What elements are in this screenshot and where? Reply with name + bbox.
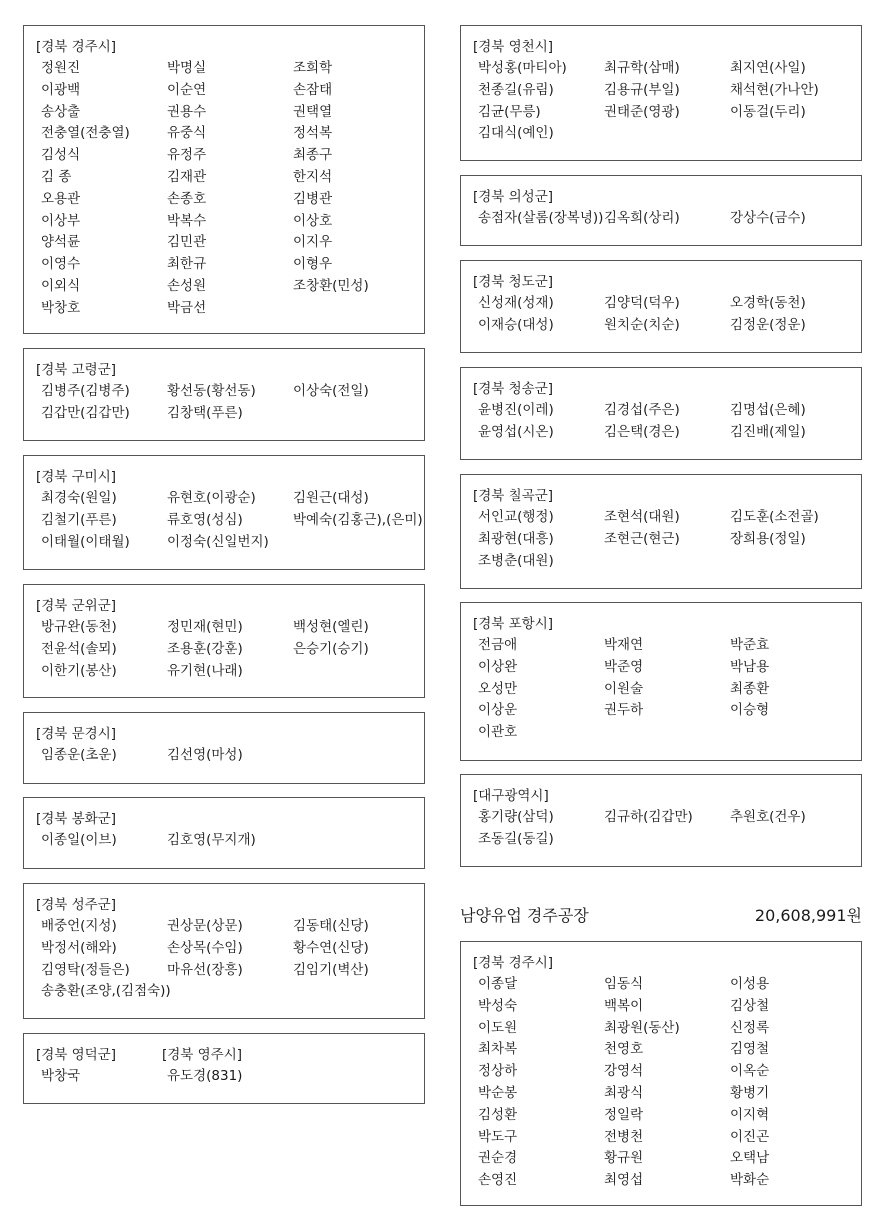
name-entry: 이성용 xyxy=(730,976,770,992)
name-entry: 윤병진(이레) xyxy=(478,402,554,418)
name-entry: 황선동(황선동) xyxy=(167,383,256,399)
name-entry: 최광현(대흥) xyxy=(478,530,554,547)
name-entry: 김진배(제일) xyxy=(730,423,806,440)
region-box xyxy=(23,712,425,784)
region-title: [경북 의성군] xyxy=(473,189,554,205)
region-box xyxy=(23,797,425,869)
name-entry: 이상완 xyxy=(478,658,518,675)
region-box xyxy=(23,455,425,570)
name-entry: 김옥희(상리) xyxy=(604,210,680,226)
name-entry: 박창호 xyxy=(41,299,81,316)
name-entry: 박남용 xyxy=(730,658,770,675)
name-entry: 김민관 xyxy=(167,234,207,251)
region-title: [경북 경주시] xyxy=(36,39,117,55)
name-entry: 이순연 xyxy=(167,81,207,98)
name-entry: 김도훈(소전골) xyxy=(730,509,819,525)
region-box xyxy=(460,774,862,867)
region-box xyxy=(460,941,862,1206)
name-entry: 김갑만(김갑만) xyxy=(41,404,130,421)
name-entry: 손종호 xyxy=(167,190,207,207)
region-box xyxy=(23,1033,425,1104)
name-entry: 손성원 xyxy=(167,277,207,294)
name-entry: 정일락 xyxy=(604,1106,644,1123)
name-entry: 권용수 xyxy=(167,103,207,120)
name-entry: 유현호(이광순) xyxy=(167,490,256,506)
name-entry: 은승기(승기) xyxy=(293,640,369,657)
name-grid xyxy=(473,400,849,444)
name-entry: 손잠태 xyxy=(293,81,333,98)
name-entry: 조병춘(대원) xyxy=(478,552,554,569)
name-entry: 권순경 xyxy=(478,1150,518,1167)
name-entry: 조용훈(강훈) xyxy=(167,640,243,657)
name-entry: 이상운 xyxy=(478,702,518,719)
name-entry: 이상숙(전일) xyxy=(293,383,369,399)
name-entry: 김경섭(주은) xyxy=(604,402,680,418)
name-entry: 이옥순 xyxy=(730,1063,770,1080)
name-entry: 정민재(현민) xyxy=(167,619,243,635)
region-box xyxy=(23,348,425,441)
name-entry: 김 종 xyxy=(41,168,72,185)
name-entry: 김창택(푸른) xyxy=(167,404,243,421)
region-box xyxy=(23,25,425,334)
region-title: [경북 경주시] xyxy=(473,955,554,971)
name-entry: 김재관 xyxy=(167,168,207,185)
name-entry: 김병관 xyxy=(293,190,333,207)
name-entry: 최차복 xyxy=(478,1041,518,1058)
name-entry: 이상부 xyxy=(41,212,81,229)
region-title: [경북 청송군] xyxy=(473,381,554,397)
name-entry: 신정록 xyxy=(730,1019,770,1036)
name-entry: 오용관 xyxy=(41,190,81,207)
name-entry: 양석륜 xyxy=(41,234,81,251)
name-grid xyxy=(36,745,412,767)
name-entry: 송충환(조양,(김점숙)) xyxy=(41,983,171,1000)
name-entry: 추원호(건우) xyxy=(730,809,806,825)
name-entry: 이승형 xyxy=(730,702,770,719)
name-entry: 김원근(대성) xyxy=(293,490,369,506)
name-entry: 박도구 xyxy=(478,1128,518,1145)
name-entry: 이지혁 xyxy=(730,1106,770,1123)
region-title: [경북 청도군] xyxy=(473,274,554,290)
name-entry: 유도경(831) xyxy=(167,1068,243,1084)
name-entry: 김규하(김갑만) xyxy=(604,809,693,825)
name-entry: 김대식(예인) xyxy=(478,125,554,142)
name-grid xyxy=(36,381,412,425)
name-entry: 김명섭(은혜) xyxy=(730,402,806,418)
name-entry: 박준효 xyxy=(730,637,770,653)
name-entry: 최지연(사일) xyxy=(730,60,806,76)
name-entry: 송점자(살롬(장복녕)) xyxy=(478,210,604,226)
name-entry: 정원진 xyxy=(41,60,81,76)
name-entry: 전윤석(솔뫼) xyxy=(41,640,117,657)
name-entry: 최종환 xyxy=(730,680,770,697)
name-entry: 이외식 xyxy=(41,277,81,294)
name-entry: 이지우 xyxy=(293,234,333,251)
region-title: [경북 문경시] xyxy=(36,726,117,742)
name-entry: 이영수 xyxy=(41,256,81,273)
name-entry: 김호영(무지개) xyxy=(167,832,256,848)
name-entry: 조현석(대원) xyxy=(604,509,680,525)
region-box xyxy=(460,175,862,246)
name-entry: 박창국 xyxy=(41,1068,81,1084)
name-entry: 오경학(동천) xyxy=(730,295,806,311)
name-entry: 조현근(현근) xyxy=(604,530,680,547)
region-title-pair xyxy=(36,1044,412,1066)
name-entry: 백성현(엘린) xyxy=(293,619,369,635)
name-entry: 최경숙(원일) xyxy=(41,490,117,506)
region-box xyxy=(460,602,862,761)
region-title: [경북 군위군] xyxy=(36,598,117,614)
region-title: [경북 칠곡군] xyxy=(473,488,554,504)
name-entry: 최영섭 xyxy=(604,1172,644,1189)
region-title: [경북 포항시] xyxy=(473,616,554,632)
name-entry: 송상출 xyxy=(41,103,81,120)
name-entry: 이재승(대성) xyxy=(478,316,554,333)
region-box xyxy=(23,883,425,1019)
name-entry: 이태월(이태월) xyxy=(41,533,130,550)
name-entry: 김균(무릉) xyxy=(478,103,541,120)
name-entry: 이한기(봉산) xyxy=(41,662,117,679)
name-grid xyxy=(473,293,849,337)
name-entry: 방규완(동천) xyxy=(41,619,117,635)
name-entry: 최규학(삼매) xyxy=(604,60,680,76)
name-entry: 박성홍(마티아) xyxy=(478,60,567,76)
region-title: [경북 영주시] xyxy=(162,1047,243,1063)
name-grid xyxy=(473,807,849,851)
name-grid xyxy=(473,635,849,744)
name-entry: 천종길(유림) xyxy=(478,81,554,98)
name-grid xyxy=(473,974,849,1192)
name-entry: 이상호 xyxy=(293,212,333,229)
name-entry: 손영진 xyxy=(478,1172,518,1189)
name-entry: 박화순 xyxy=(730,1172,770,1189)
name-entry: 김철기(푸른) xyxy=(41,511,117,528)
name-entry: 최한규 xyxy=(167,256,207,273)
region-title: [경북 영천시] xyxy=(473,39,554,55)
name-entry: 권상문(상문) xyxy=(167,918,243,934)
name-entry: 김병주(김병주) xyxy=(41,383,130,399)
name-entry: 박순봉 xyxy=(478,1084,518,1101)
name-grid xyxy=(36,916,412,1003)
name-grid xyxy=(36,617,412,682)
name-entry: 원치순(치순) xyxy=(604,316,680,333)
name-entry: 류호영(성심) xyxy=(167,511,243,528)
name-entry: 최종구 xyxy=(293,147,333,164)
region-title: [경북 봉화군] xyxy=(36,811,117,827)
name-grid xyxy=(473,58,849,145)
region-title: [경북 구미시] xyxy=(36,469,117,485)
name-entry: 권태준(영광) xyxy=(604,103,680,120)
name-grid xyxy=(36,830,412,852)
name-entry: 박명실 xyxy=(167,60,207,76)
name-entry: 이종달 xyxy=(478,976,518,992)
name-entry: 박복수 xyxy=(167,212,207,229)
name-entry: 김선영(마성) xyxy=(167,747,243,763)
name-entry: 박정서(해와) xyxy=(41,939,117,956)
name-entry: 정석복 xyxy=(293,125,333,142)
name-entry: 최광식 xyxy=(604,1084,644,1101)
region-title: [경북 성주군] xyxy=(36,897,117,913)
region-title: [경북 영덕군] xyxy=(36,1047,117,1063)
name-entry: 오택남 xyxy=(730,1150,770,1167)
name-entry: 권두하 xyxy=(604,702,644,719)
name-entry: 오성만 xyxy=(478,680,518,697)
name-entry: 황수연(신당) xyxy=(293,939,369,956)
name-entry: 한지석 xyxy=(293,168,333,185)
name-entry: 이정숙(신일번지) xyxy=(167,533,269,550)
name-entry: 최광원(동산) xyxy=(604,1019,680,1036)
name-entry: 손상목(수임) xyxy=(167,939,243,956)
name-entry: 김임기(벽산) xyxy=(293,961,369,978)
name-entry: 이종일(이브) xyxy=(41,832,117,848)
name-entry: 강영석 xyxy=(604,1063,644,1080)
name-entry: 박준영 xyxy=(604,658,644,675)
name-entry: 이동걸(두리) xyxy=(730,103,806,120)
name-entry: 신성재(성재) xyxy=(478,295,554,311)
name-entry: 배중언(지성) xyxy=(41,918,117,934)
region-title: [대구광역시] xyxy=(473,788,549,804)
name-grid xyxy=(36,58,412,320)
name-entry: 조동길(동길) xyxy=(478,830,554,847)
name-entry: 조창환(민성) xyxy=(293,277,369,294)
name-entry: 박성숙 xyxy=(478,997,518,1014)
name-entry: 장희용(정일) xyxy=(730,530,806,547)
name-entry: 정상하 xyxy=(478,1063,518,1080)
region-box xyxy=(460,260,862,353)
name-entry: 이광백 xyxy=(41,81,81,98)
name-entry: 조희학 xyxy=(293,60,333,76)
region-title: [경북 고령군] xyxy=(36,362,117,378)
name-entry: 백복이 xyxy=(604,997,644,1014)
name-entry: 전병천 xyxy=(604,1128,644,1145)
name-entry: 김용규(부일) xyxy=(604,81,680,98)
name-entry: 강상수(금수) xyxy=(730,210,806,226)
name-entry: 임종운(초운) xyxy=(41,747,117,763)
name-entry: 김성식 xyxy=(41,147,81,164)
name-entry: 김영탁(정들은) xyxy=(41,961,130,978)
name-entry: 이형우 xyxy=(293,256,333,273)
name-grid xyxy=(36,1066,412,1088)
name-entry: 채석현(가나안) xyxy=(730,81,819,98)
name-entry: 김영철 xyxy=(730,1041,770,1058)
name-entry: 황병기 xyxy=(730,1084,770,1101)
region-box xyxy=(460,367,862,460)
name-entry: 김은택(경은) xyxy=(604,423,680,440)
name-entry: 김양덕(덕우) xyxy=(604,295,680,311)
name-entry: 김동태(신당) xyxy=(293,918,369,934)
name-entry: 유중식 xyxy=(167,125,207,142)
factory-section-header xyxy=(460,903,862,929)
name-entry: 김정운(정운) xyxy=(730,316,806,333)
name-entry: 전충열(전충열) xyxy=(41,125,130,142)
name-entry: 전금애 xyxy=(478,637,518,653)
name-entry: 박재연 xyxy=(604,637,644,653)
name-entry: 유기현(나래) xyxy=(167,662,243,679)
name-entry: 권택열 xyxy=(293,103,333,120)
name-entry: 천영호 xyxy=(604,1041,644,1058)
name-entry: 윤영섭(시온) xyxy=(478,423,554,440)
name-entry: 홍기량(삼덕) xyxy=(478,809,554,825)
name-entry: 마유선(장흥) xyxy=(167,961,243,978)
region-box xyxy=(23,584,425,698)
name-entry: 김상철 xyxy=(730,997,770,1014)
factory-amount: 20,608,991원 xyxy=(754,906,862,925)
factory-title: 남양유업 경주공장 xyxy=(460,906,589,925)
region-box xyxy=(460,25,862,161)
region-box xyxy=(460,474,862,589)
name-entry: 이원술 xyxy=(604,680,644,697)
name-grid xyxy=(473,507,849,572)
name-entry: 박예숙(김홍근),(은미) xyxy=(293,511,423,528)
name-entry: 이도원 xyxy=(478,1019,518,1036)
name-entry: 임동식 xyxy=(604,976,644,992)
name-entry: 박금선 xyxy=(167,299,207,316)
name-entry: 이관호 xyxy=(478,724,518,741)
name-entry: 서인교(행정) xyxy=(478,509,554,525)
name-entry: 황규원 xyxy=(604,1150,644,1167)
name-entry: 이진곤 xyxy=(730,1128,770,1145)
name-grid xyxy=(36,488,423,553)
name-grid xyxy=(473,208,849,230)
name-entry: 유정주 xyxy=(167,147,207,164)
name-entry: 김성환 xyxy=(478,1106,518,1123)
